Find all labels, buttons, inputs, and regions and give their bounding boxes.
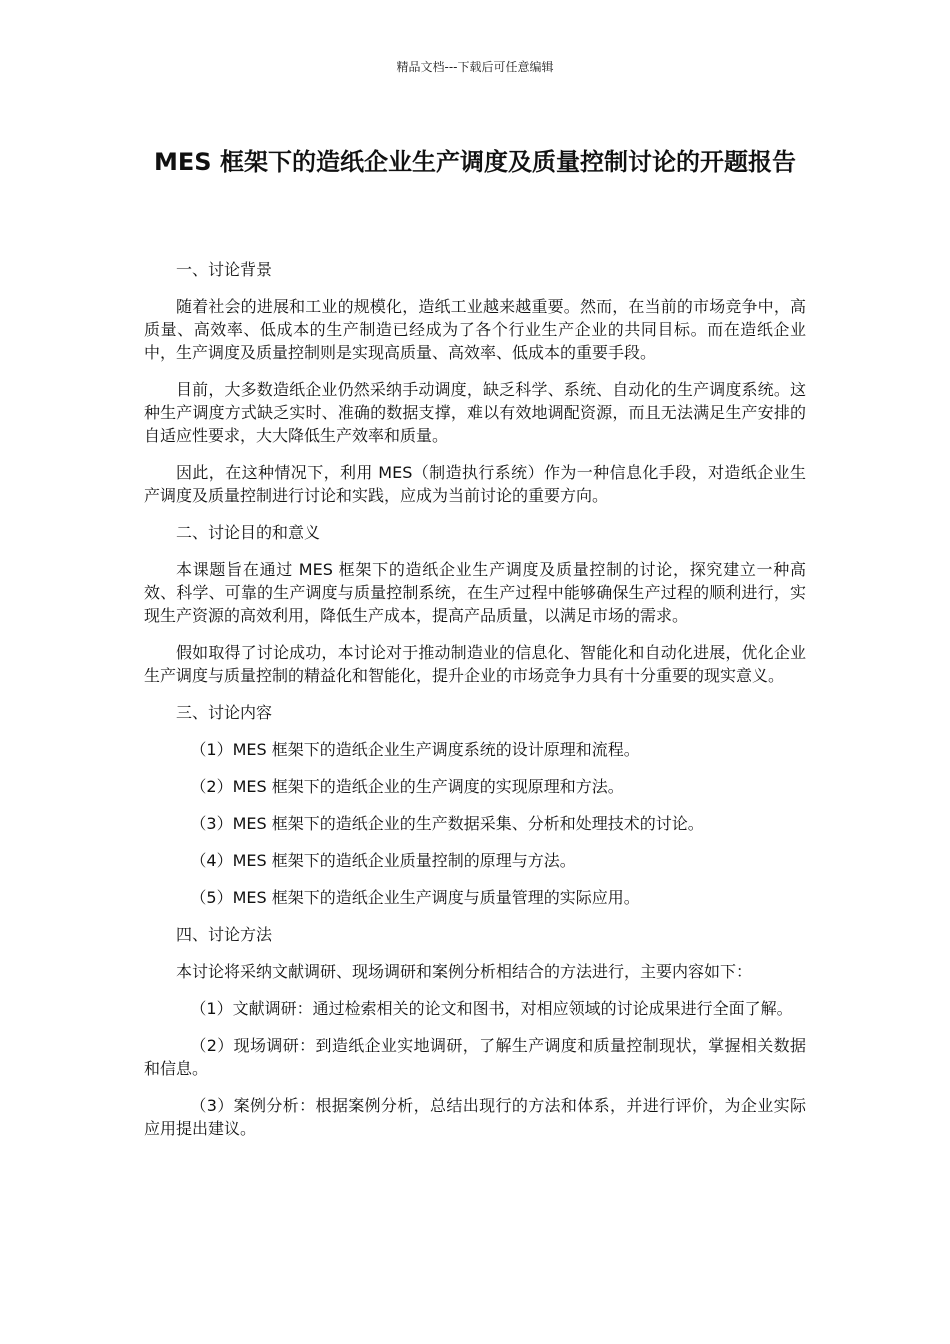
content-list-item: （2）MES 框架下的造纸企业的生产调度的实现原理和方法。	[190, 777, 624, 796]
section-heading-purpose: 二、讨论目的和意义	[176, 523, 321, 542]
content-list-item: （3）MES 框架下的造纸企业的生产数据采集、分析和处理技术的讨论。	[190, 814, 704, 833]
content-list-item: （4）MES 框架下的造纸企业质量控制的原理与方法。	[190, 851, 576, 870]
document-body	[144, 258, 806, 1154]
paragraph: 目前，大多数造纸企业仍然采纳手动调度，缺乏科学、系统、自动化的生产调度系统。这种生产调度方式缺乏实时、准确的数据支撑，难以有效地调配资源，而且无法满足生产安排的自适应性要求，大大降低生产效率和质量。	[144, 380, 806, 445]
section-heading-content: 三、讨论内容	[176, 703, 273, 722]
document-title: MES 框架下的造纸企业生产调度及质量控制讨论的开题报告	[154, 148, 796, 176]
paragraph: 假如取得了讨论成功，本讨论对于推动制造业的信息化、智能化和自动化进展，优化企业生产调度与质量控制的精益化和智能化，提升企业的市场竞争力具有十分重要的现实意义。	[144, 643, 806, 685]
paragraph: 本课题旨在通过 MES 框架下的造纸企业生产调度及质量控制的讨论，探究建立一种高效、科学、可靠的生产调度与质量控制系统，在生产过程中能够确保生产过程的顺利进行，实现生产资源的高效利用，降低生产成本，提高产品质量，以满足市场的需求。	[144, 560, 806, 625]
paragraph: 因此，在这种情况下，利用 MES（制造执行系统）作为一种信息化手段，对造纸企业生产调度及质量控制进行讨论和实践，应成为当前讨论的重要方向。	[144, 463, 806, 505]
section-heading-background: 一、讨论背景	[176, 260, 273, 279]
method-list-item: （3）案例分析：根据案例分析，总结出现行的方法和体系，并进行评价，为企业实际应用提出建议。	[144, 1096, 806, 1138]
content-list-item: （5）MES 框架下的造纸企业生产调度与质量管理的实际应用。	[190, 888, 640, 907]
paragraph: 本讨论将采纳文献调研、现场调研和案例分析相结合的方法进行，主要内容如下：	[176, 962, 753, 981]
paragraph: 随着社会的进展和工业的规模化，造纸工业越来越重要。然而，在当前的市场竞争中，高质量、高效率、低成本的生产制造已经成为了各个行业生产企业的共同目标。而在造纸企业中，生产调度及质量控制则是实现高质量、高效率、低成本的重要手段。	[144, 297, 806, 362]
content-list-item: （1）MES 框架下的造纸企业生产调度系统的设计原理和流程。	[190, 740, 640, 759]
method-list-item: （1）文献调研：通过检索相关的论文和图书，对相应领域的讨论成果进行全面了解。	[190, 999, 793, 1018]
section-heading-methods: 四、讨论方法	[176, 925, 273, 944]
header-note: 精品文档---下载后可任意编辑	[396, 60, 554, 74]
method-list-item: （2）现场调研：到造纸企业实地调研，了解生产调度和质量控制现状，掌握相关数据和信息。	[144, 1036, 806, 1078]
